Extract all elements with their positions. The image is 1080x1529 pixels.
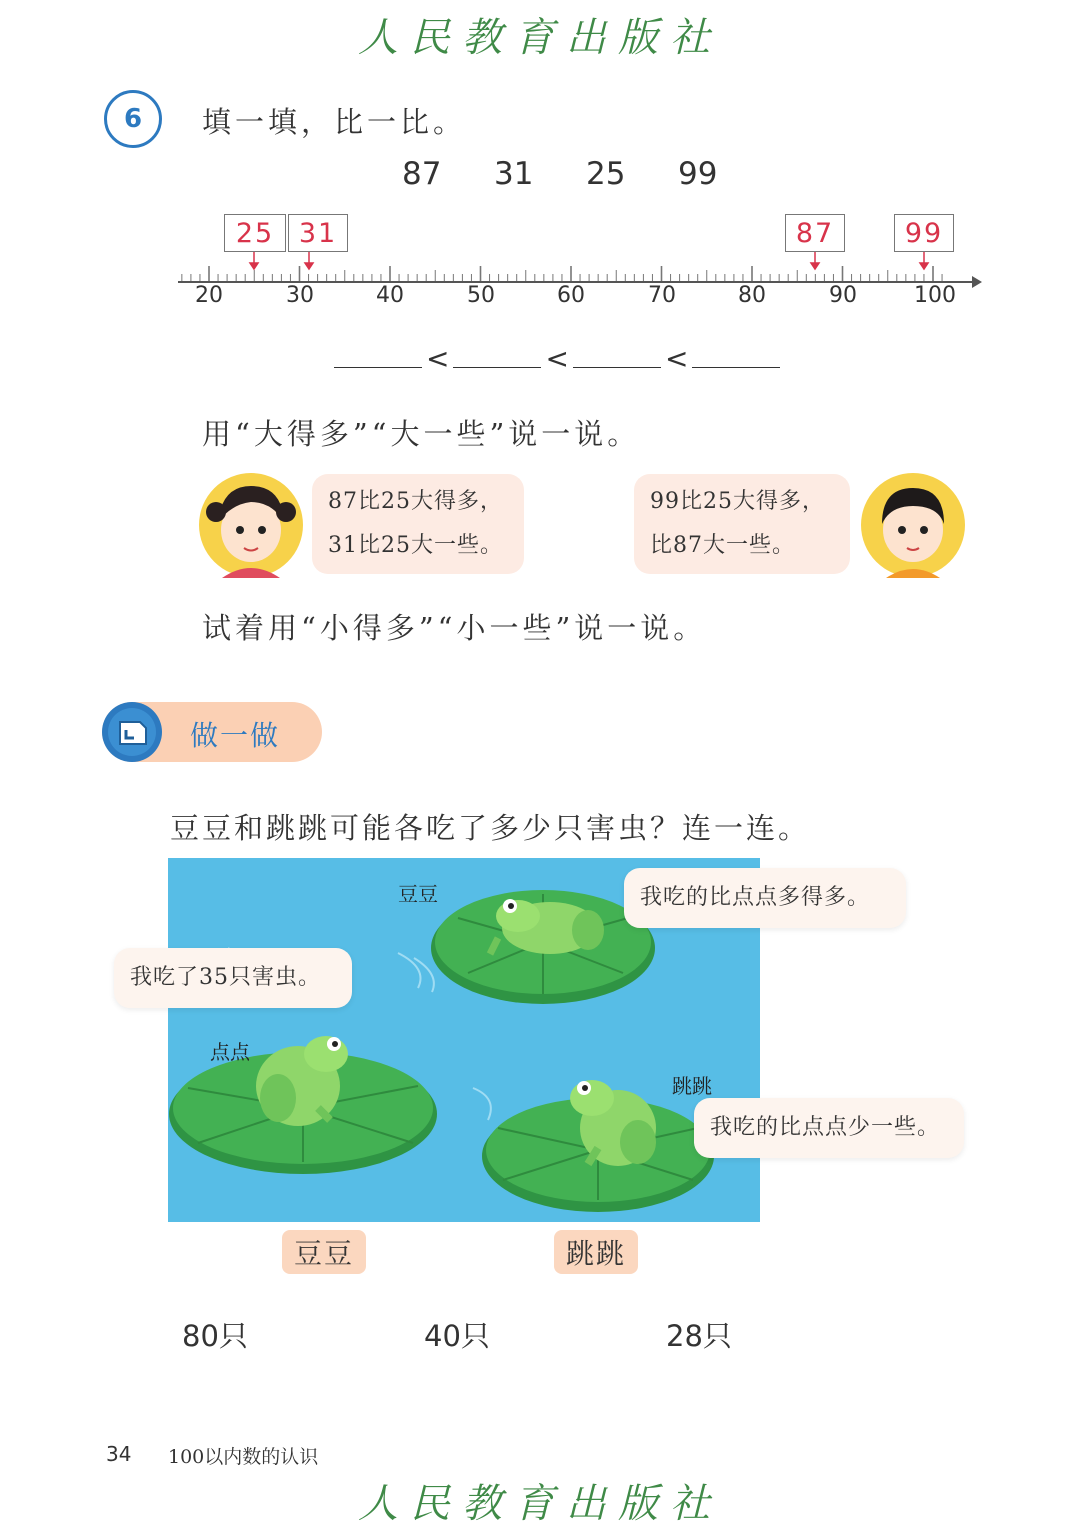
tick-label-70: 70 <box>648 283 676 308</box>
name-tag-tiaotiao[interactable]: 跳跳 <box>554 1230 638 1274</box>
numberline-box-87[interactable]: 87 <box>785 214 845 252</box>
frog-label-diandian: 点点 <box>210 1040 250 1064</box>
question-number: 6 <box>104 90 162 148</box>
publisher-header: 人民教育出版社 <box>358 15 722 61</box>
question-instruction: 填一填，比一比。 <box>202 105 467 139</box>
blank-3[interactable] <box>573 347 661 368</box>
activity-instruction: 豆豆和跳跳可能各吃了多少只害虫？连一连。 <box>170 811 811 845</box>
frog-label-doudou: 豆豆 <box>398 882 438 906</box>
boy-speech-line-2: 比87大一些。 <box>650 533 795 558</box>
blank-4[interactable] <box>692 347 780 368</box>
publisher-footer: 人民教育出版社 <box>358 1481 722 1527</box>
blank-1[interactable] <box>334 347 422 368</box>
girl-speech-bubble <box>312 474 524 574</box>
speech-diandian: 我吃了35只害虫。 <box>114 948 352 1008</box>
count-option-40[interactable]: 40只 <box>424 1319 490 1353</box>
boy-avatar <box>860 472 966 578</box>
numberline-box-31[interactable]: 31 <box>288 214 348 252</box>
girl-speech-line-1: 87比25大得多， <box>328 489 503 514</box>
boy-speech-bubble <box>634 474 850 574</box>
tick-label-100: 100 <box>914 283 956 308</box>
page-number: 34 <box>106 1442 132 1466</box>
tick-label-50: 50 <box>467 283 495 308</box>
number-99: 99 <box>678 156 718 192</box>
chapter-title: 100以内数的认识 <box>168 1446 319 1468</box>
numberline-box-99[interactable]: 99 <box>894 214 954 252</box>
tick-label-90: 90 <box>829 283 857 308</box>
number-line <box>170 248 990 288</box>
activity-badge-icon <box>100 700 164 764</box>
activity-label: 做一做 <box>190 719 281 752</box>
name-tag-doudou[interactable]: 豆豆 <box>282 1230 366 1274</box>
speech-tiaotiao: 我吃的比点点少一些。 <box>694 1098 964 1158</box>
speech-doudou: 我吃的比点点多得多。 <box>624 868 906 928</box>
less-than-2: < <box>545 342 569 375</box>
count-option-28[interactable]: 28只 <box>666 1319 732 1353</box>
number-31: 31 <box>494 156 534 192</box>
less-than-3: < <box>664 342 689 375</box>
blank-2[interactable] <box>453 347 541 368</box>
tick-label-60: 60 <box>557 283 585 308</box>
frog-label-tiaotiao: 跳跳 <box>672 1074 712 1098</box>
number-87: 87 <box>402 156 442 192</box>
girl-avatar <box>198 472 304 578</box>
prompt-big: 用“大得多”“大一些”说一说。 <box>202 417 641 451</box>
count-option-80[interactable]: 80只 <box>182 1319 248 1353</box>
numberline-box-25[interactable]: 25 <box>224 214 286 252</box>
comparison-blanks <box>334 342 780 375</box>
tick-label-40: 40 <box>376 283 404 308</box>
tick-label-20: 20 <box>195 283 223 308</box>
boy-speech-line-1: 99比25大得多， <box>650 489 825 514</box>
tick-label-30: 30 <box>286 283 314 308</box>
tick-label-80: 80 <box>738 283 766 308</box>
girl-speech-line-2: 31比25大一些。 <box>328 533 503 558</box>
prompt-small: 试着用“小得多”“小一些”说一说。 <box>202 611 707 645</box>
less-than-1: < <box>426 342 450 375</box>
number-25: 25 <box>586 156 626 192</box>
